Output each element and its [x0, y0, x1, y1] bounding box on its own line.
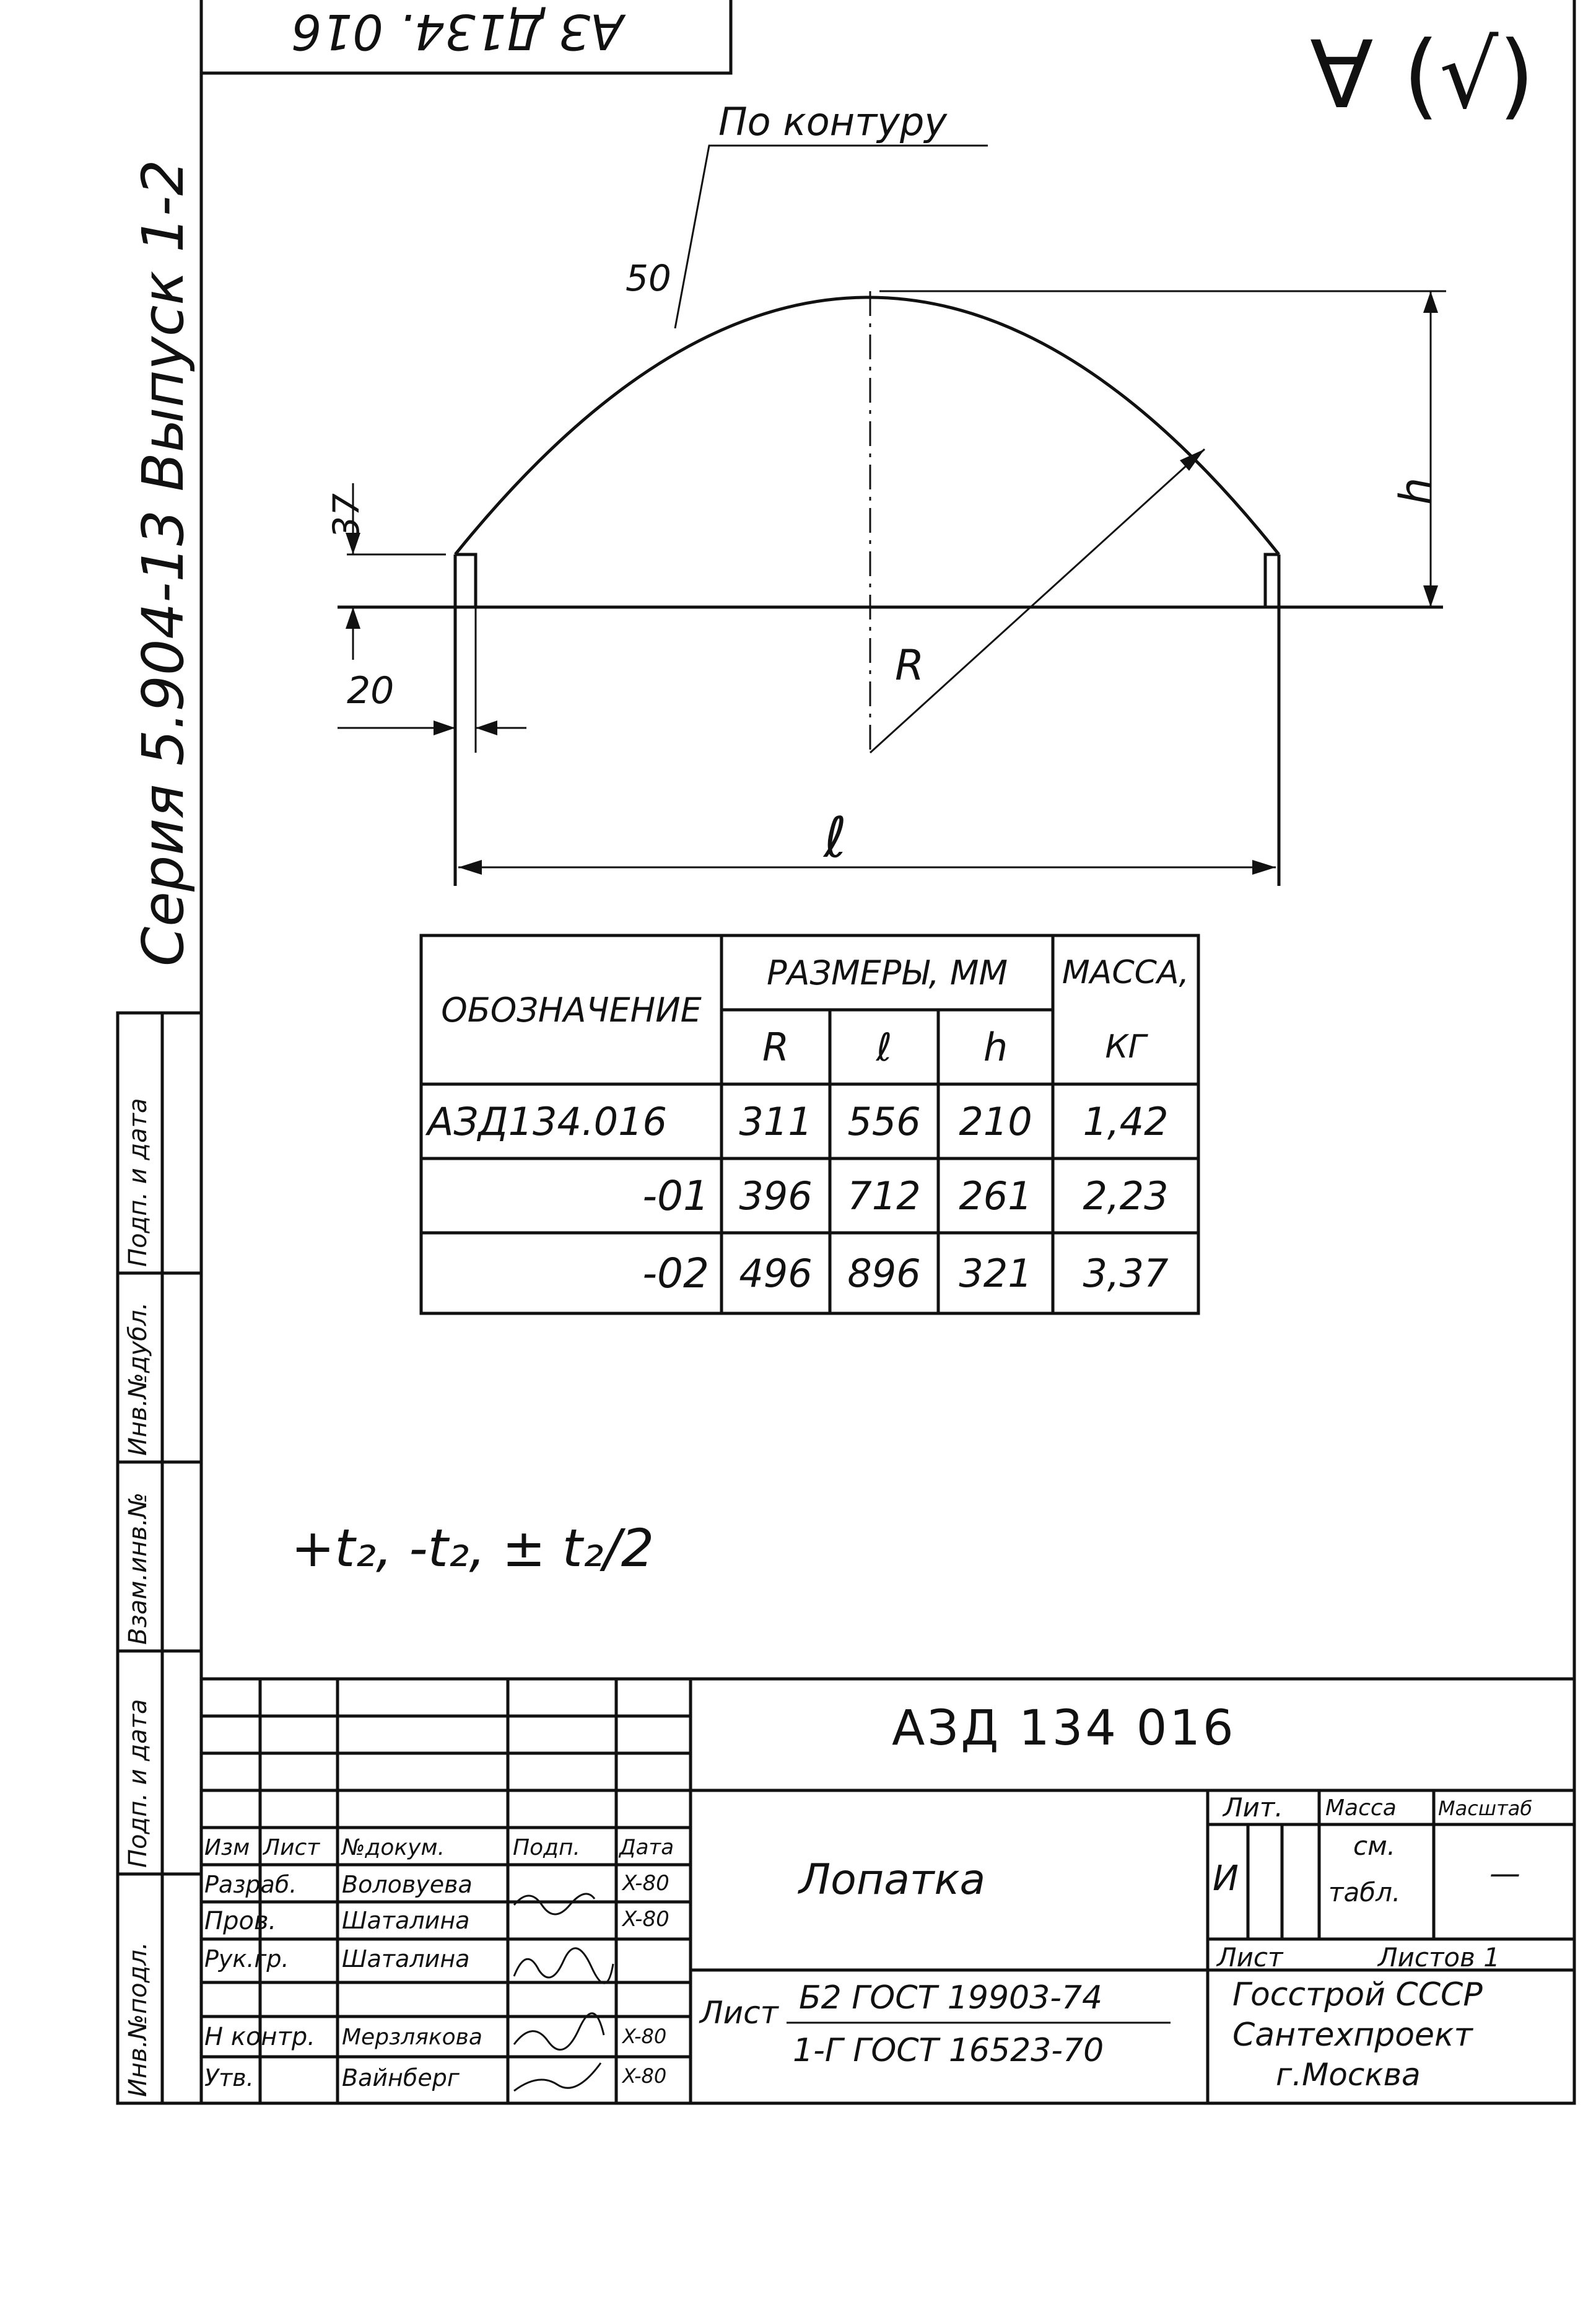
role-2-name: Шаталина [342, 1907, 470, 1934]
role-2-date: X-80 [622, 1907, 669, 1932]
table-row-2-R: 396 [739, 1173, 813, 1219]
table-header-designation: ОБОЗНАЧЕНИЕ [441, 990, 702, 1030]
left-strip-label-inv-podl: Инв.№подл. [124, 1942, 152, 2097]
role-5-name: Вайнберг [342, 2064, 460, 2091]
hdr-list: Лист [263, 1835, 320, 1860]
table-row-3-mass: 3,37 [1083, 1250, 1169, 1296]
l-label: ℓ [824, 805, 847, 870]
dim-20-label: 20 [347, 669, 395, 712]
mass-value-1: см. [1353, 1831, 1396, 1861]
left-strip-label-podp-data-2: Подп. и дата [124, 1098, 152, 1267]
title-doc-number: АЗД 134 016 [892, 1701, 1236, 1756]
top-stamp-label: АЗ Д134. 016 [291, 3, 624, 59]
table-row-2-mass: 2,23 [1083, 1173, 1169, 1219]
dim-37-label: 37 [325, 493, 367, 539]
mass-value-2: табл. [1328, 1877, 1401, 1907]
lit-header: Лит. [1223, 1792, 1283, 1823]
scale-header: Масштаб [1438, 1797, 1533, 1820]
dim-R-line [870, 449, 1205, 753]
table-row-3-h: 321 [959, 1250, 1032, 1296]
table-row-1-h: 210 [959, 1098, 1032, 1144]
table-row-2-h: 261 [959, 1173, 1032, 1219]
table-row-2-designation: -01 [642, 1171, 709, 1220]
table-row-1-mass: 1,42 [1083, 1098, 1169, 1144]
role-1-date: X-80 [622, 1871, 669, 1896]
role-4: Н контр. [204, 2023, 315, 2051]
mass-header: Масса [1325, 1795, 1397, 1821]
signature-4 [514, 2063, 601, 2091]
table-header-l: ℓ [876, 1024, 892, 1070]
left-strip-label-vzam: Взам.инв.№ [124, 1492, 152, 1645]
table-header-mass-unit: КГ [1105, 1028, 1146, 1066]
role-3-name: Шаталина [342, 1945, 470, 1973]
org-line-3: г.Москва [1276, 2057, 1421, 2093]
signature-1 [514, 1894, 595, 1914]
signatures [514, 1894, 613, 2091]
scale-value: — [1489, 1855, 1520, 1891]
table-row-1-R: 311 [739, 1098, 813, 1144]
role-4-date: X-80 [622, 2025, 667, 2048]
table-header-h: h [983, 1024, 1008, 1070]
hdr-date: Дата [619, 1835, 674, 1860]
role-2: Пров. [204, 1907, 277, 1935]
material-line-1: Б2 ГОСТ 19903-74 [799, 1979, 1103, 2017]
role-4-name: Мерзлякова [342, 2025, 482, 2050]
hdr-doc: №докум. [342, 1835, 445, 1860]
sheet-label: Лист [1217, 1942, 1283, 1973]
role-5: Утв. [204, 2064, 254, 2091]
material-line-2: 1-Г ГОСТ 16523-70 [793, 2032, 1104, 2069]
table-row-1-designation: АЗД134.016 [427, 1098, 667, 1144]
table-row-3-l: 896 [847, 1250, 921, 1296]
title-part-name: Лопатка [799, 1855, 986, 1904]
left-strip-label-inv-dubl: Инв.№дубл. [124, 1302, 152, 1456]
table-header-mass: МАССА, [1062, 954, 1190, 991]
table-row-1-l: 556 [847, 1098, 921, 1144]
left-flange [455, 554, 476, 607]
h-label: h [1390, 477, 1441, 505]
hdr-podp: Подп. [513, 1835, 580, 1860]
left-strip-label-podp-data-1: Подп. и дата [124, 1699, 152, 1868]
table-header-sizes: РАЗМЕРЫ, ММ [766, 953, 1008, 992]
table-header-R: R [762, 1024, 790, 1070]
hdr-izm: Изм [204, 1835, 250, 1860]
lit-value: И [1213, 1859, 1239, 1899]
role-3: Рук.гр. [204, 1945, 289, 1973]
series-title: Серия 5.904-13 Выпуск 1-2 [130, 159, 196, 966]
part-arc [455, 297, 1279, 554]
roughness-mark: ∀ (√) [1310, 22, 1535, 129]
dim-50-label: 50 [626, 257, 671, 299]
role-1: Разраб. [204, 1871, 297, 1898]
role-1-name: Воловуева [342, 1871, 473, 1898]
signature-3 [514, 2013, 604, 2050]
table-row-3-R: 496 [739, 1250, 813, 1296]
role-5-date: X-80 [622, 2064, 667, 2088]
R-label: R [895, 641, 925, 690]
right-flange [1265, 554, 1279, 607]
tolerance-note: +t₂, -t₂, ± t₂/2 [291, 1518, 655, 1579]
table-row-3-designation: -02 [642, 1249, 709, 1297]
contour-leader-text: По контуру [718, 99, 948, 144]
material-prefix: Лист [700, 1995, 778, 2031]
signature-2 [514, 1948, 613, 1984]
part-profile [338, 297, 1443, 886]
org-line-2: Сантехпроект [1232, 2017, 1473, 2054]
sheets-label: Листов 1 [1378, 1942, 1500, 1973]
table-row-2-l: 712 [847, 1173, 921, 1219]
org-line-1: Госстрой СССР [1232, 1976, 1483, 2013]
